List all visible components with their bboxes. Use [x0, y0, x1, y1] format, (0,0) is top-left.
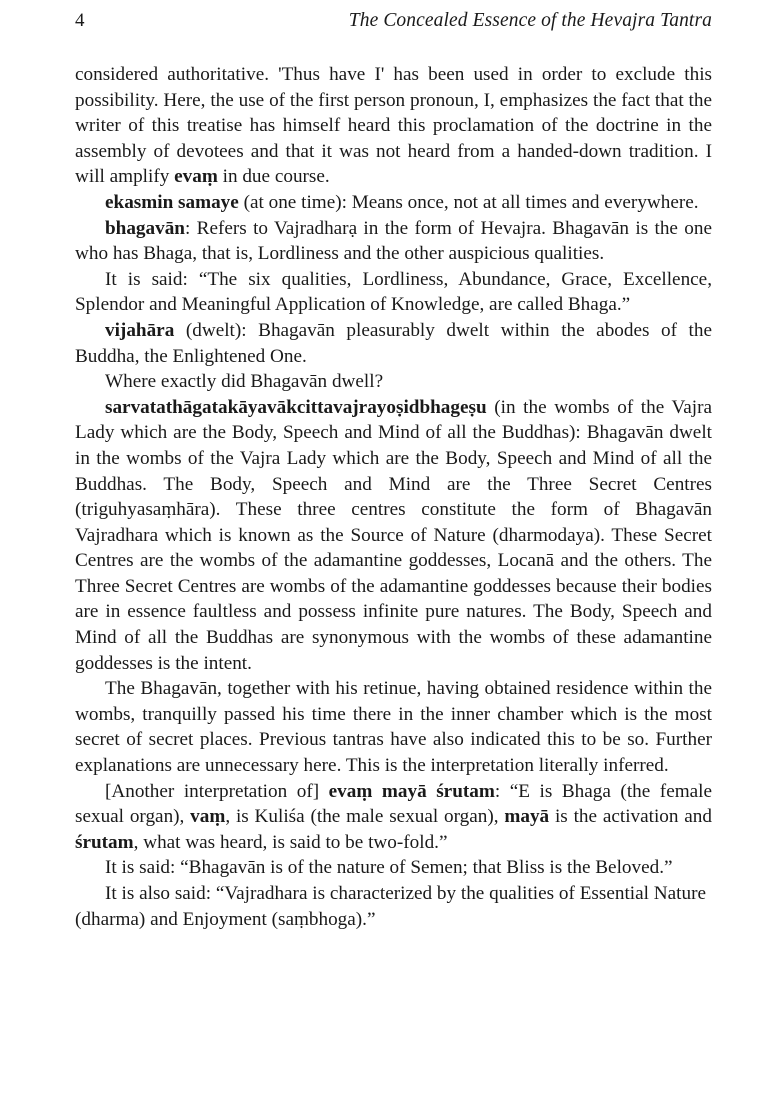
text-run: The Bhagavān, together with his retinue, having obtained residence within the wombs, tranquilly passed his time there in the inner chamber which is the most secret of secret places. Previous tantras have also indicated this to be so. Further explanations are unnecessary here. This is the interpretation literally inferred. [75, 678, 712, 777]
text-run: , what was heard, is said to be two-fold.” [133, 831, 448, 853]
sanskrit-term: śrutam [75, 831, 134, 853]
sanskrit-term: vaṃ [190, 806, 226, 828]
text-run: considered authoritative. 'Thus have I' has been used in order to exclude this possibility. Here, the use of the first person pronoun, I, emphasizes the fact that the writer of this treatise has himself heard this proclamation of the doctrine in the assembly of devotees and that it was not heard from a handed-down tradition. I will amplify [75, 64, 712, 188]
sanskrit-term: evaṃ mayā śrutam [328, 780, 495, 802]
paragraph [75, 676, 712, 778]
paragraph [75, 267, 712, 318]
text-run: : Refers to Vajradharạ in the form of Hevajra. Bhagavān is the one who has Bhaga, that is, Lordliness and the other auspicious qualities. [75, 217, 712, 265]
sanskrit-term: ekasmin samaye [105, 191, 239, 213]
text-run: is the activation and [549, 806, 712, 828]
paragraph [75, 190, 712, 216]
text-run: [Another interpretation of] [105, 780, 329, 802]
paragraph [75, 395, 712, 677]
sanskrit-term: vijahāra [105, 319, 175, 341]
text-run: Where exactly did Bhagavān dwell? [105, 371, 384, 393]
text-run: (at one time): Means once, not at all times and everywhere. [238, 191, 699, 213]
page-body [75, 62, 712, 932]
text-run: It is said: “The six qualities, Lordliness, Abundance, Grace, Excellence, Splendor and Meaningful Application of Knowledge, are called Bhaga.” [75, 268, 712, 316]
paragraph [75, 881, 712, 932]
text-run: in due course. [217, 166, 330, 188]
text-run: It is also said: “Vajradhara is characterized by the qualities of Essential Nature (dharma) and Enjoyment (saṃbhoga).” [75, 883, 706, 930]
text-run: (dwelt): Bhagavān pleasurably dwelt within the abodes of the Buddha, the Enlightened One. [75, 319, 712, 367]
text-run: : “E is Bhaga (the female sexual organ), [75, 780, 713, 828]
sanskrit-term: bhagavān [105, 217, 185, 239]
paragraph [75, 369, 712, 395]
sanskrit-term: sarvatathāgatakāyavākcittavajrayoṣidbhageṣu [105, 396, 487, 418]
paragraph [75, 779, 712, 856]
paragraph [75, 855, 712, 881]
text-run: (in the wombs of the Vajra Lady which are the Body, Speech and Mind of all the Buddhas): Bhagavān dwelt in the wombs of the Vajra Lady which are the Body, Speech and Mind of all the Buddhas. The Body, Speech and Mind are the Three Secret Centres (triguhyasaṃhāra). These three centres constitute the form of Bhagavān Vajradhara which is known as the Source of Nature (dharmodaya). These Secret Centres are the wombs of the adamantine goddesses, Locanā and the others. The Three Secret Centres are wombs of the adamantine goddesses because their bodies are in essence faultless and possess infinite pure natures. The Body, Speech and Mind of all the Buddhas are synonymous with the wombs of these adamantine goddesses is the intent. [75, 396, 712, 674]
paragraph [75, 318, 712, 369]
paragraph [75, 62, 712, 190]
text-run: , is Kuliśa (the male sexual organ), [225, 806, 505, 828]
paragraph [75, 216, 712, 267]
running-title: The Concealed Essence of the Hevajra Tantra [348, 10, 712, 31]
page-number: 4 [75, 10, 85, 31]
page-header [75, 10, 712, 32]
sanskrit-term: evaṃ [174, 166, 218, 188]
text-run: It is said: “Bhagavān is of the nature of Semen; that Bliss is the Beloved.” [105, 857, 673, 879]
sanskrit-term: mayā [504, 806, 550, 828]
